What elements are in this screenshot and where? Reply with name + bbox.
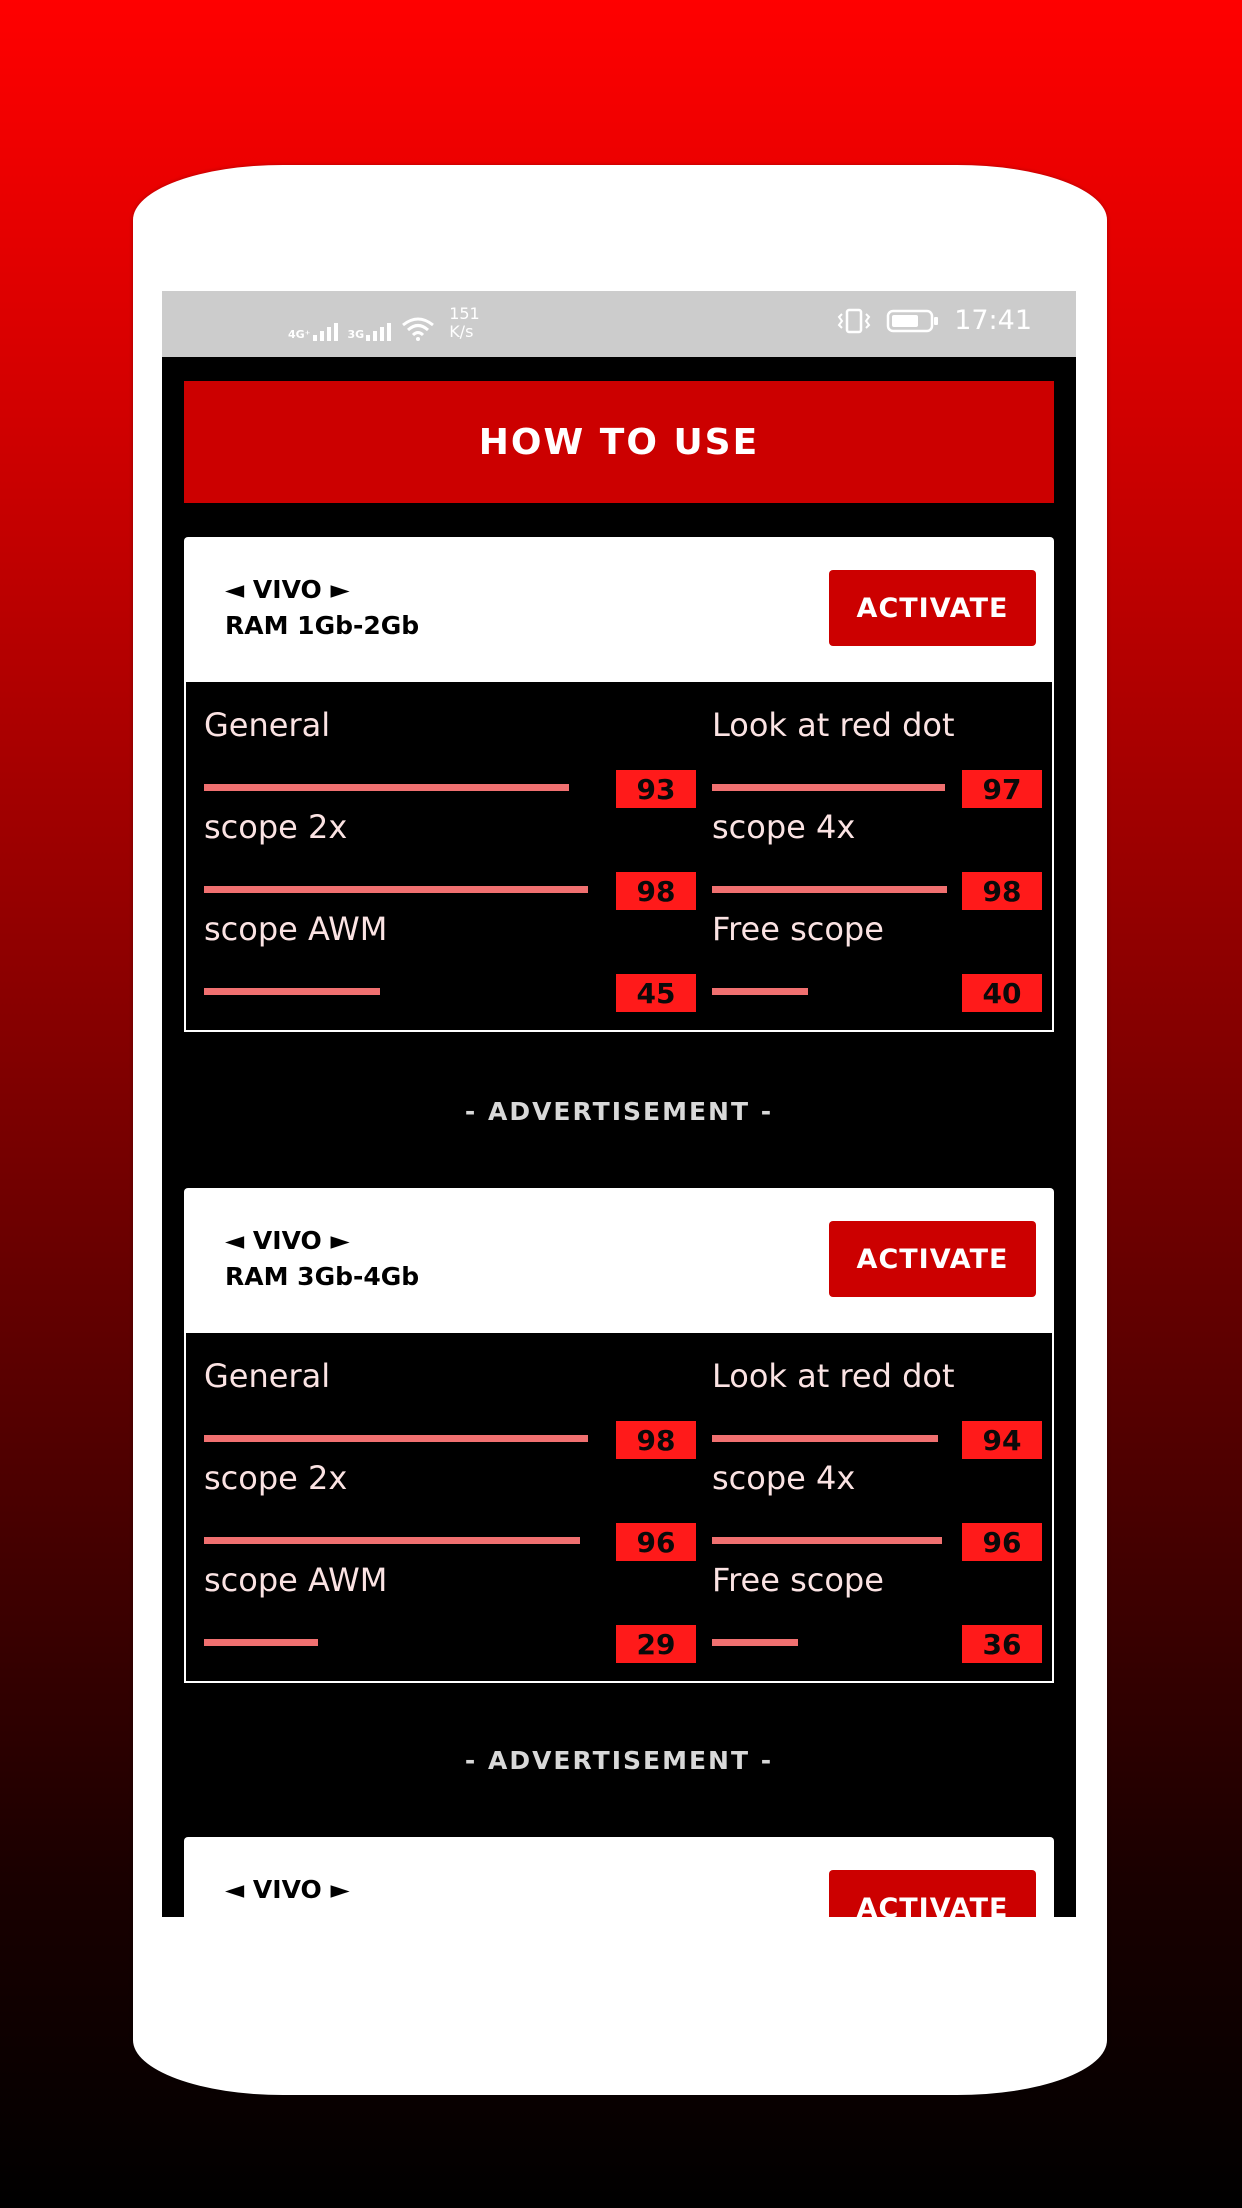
status-left (288, 304, 480, 341)
card-header (184, 1837, 1054, 1917)
brand-selector[interactable]: ◄ VIVO ► (225, 575, 350, 604)
speed-value: 151 (449, 304, 480, 323)
stat-label: scope AWM (204, 1561, 388, 1599)
stat-label: scope 4x (712, 1459, 856, 1497)
activate-button[interactable]: ACTIVATE (829, 1221, 1036, 1297)
stat-value-badge: 96 (962, 1523, 1042, 1561)
vibrate-icon (836, 307, 872, 335)
network-type-label: 3G (347, 328, 365, 341)
stat-bar-fill (204, 886, 588, 893)
brand-selector[interactable]: ◄ VIVO ► (225, 1226, 350, 1255)
stat-value-badge: 98 (616, 1421, 696, 1459)
signal-bars-icon (366, 323, 391, 341)
stat-bar-fill (712, 988, 808, 995)
advertisement-label: - ADVERTISEMENT - (464, 1746, 774, 1775)
stat-label: scope 2x (204, 808, 348, 846)
stat-bar-fill (712, 1639, 798, 1646)
battery-icon (886, 308, 940, 334)
app-screen (162, 291, 1076, 1917)
ram-range: RAM 1Gb-2Gb (225, 611, 420, 640)
stat-value-badge: 36 (962, 1625, 1042, 1663)
stat-bar (712, 1435, 952, 1442)
stat-label: Look at red dot (712, 706, 955, 744)
stat-bar (712, 1639, 952, 1646)
stat-label: Free scope (712, 1561, 884, 1599)
stat-bar-fill (712, 1435, 938, 1442)
stat-bar-fill (712, 886, 947, 893)
stat-bar-fill (204, 1639, 318, 1646)
stat-label: scope AWM (204, 910, 388, 948)
signal-3g (348, 323, 392, 341)
network-speed (449, 305, 480, 341)
network-type-label: 4G⁺ (288, 328, 311, 341)
card-header (184, 537, 1054, 682)
stat-label: scope 4x (712, 808, 856, 846)
card-stats (184, 682, 1054, 1032)
stat-label: General (204, 706, 331, 744)
stat-bar (204, 1435, 596, 1442)
stat-value-badge: 96 (616, 1523, 696, 1561)
stat-bar-fill (204, 988, 380, 995)
stat-bar (712, 886, 952, 893)
stat-label: Look at red dot (712, 1357, 955, 1395)
stat-bar-fill (712, 784, 945, 791)
card-header (184, 1188, 1054, 1333)
status-bar (162, 291, 1076, 357)
stat-bar (204, 1639, 596, 1646)
stat-value-badge: 29 (616, 1625, 696, 1663)
brand-selector[interactable]: ◄ VIVO ► (225, 1875, 350, 1904)
stat-bar (712, 1537, 952, 1544)
activate-button[interactable]: ACTIVATE (829, 1870, 1036, 1917)
stat-value-badge: 98 (616, 872, 696, 910)
stat-bar-fill (204, 1435, 588, 1442)
stat-value-badge: 94 (962, 1421, 1042, 1459)
ram-range: RAM 3Gb-4Gb (225, 1262, 420, 1291)
stat-label: Free scope (712, 910, 884, 948)
advertisement-label: - ADVERTISEMENT - (464, 1097, 774, 1126)
stat-bar (204, 886, 596, 893)
stat-label: General (204, 1357, 331, 1395)
stat-bar-fill (712, 1537, 942, 1544)
stat-value-badge: 97 (962, 770, 1042, 808)
speed-unit: K/s (449, 322, 474, 341)
stat-bar (712, 784, 952, 791)
stat-bar (712, 988, 952, 995)
stat-value-badge: 45 (616, 974, 696, 1012)
stat-bar-fill (204, 1537, 580, 1544)
clock: 17:41 (954, 305, 1032, 336)
stat-bar (204, 988, 596, 995)
stat-label: scope 2x (204, 1459, 348, 1497)
stat-bar (204, 784, 596, 791)
config-card (184, 1188, 1054, 1683)
card-stats (184, 1333, 1054, 1683)
config-card (184, 1837, 1054, 1917)
stat-value-badge: 98 (962, 872, 1042, 910)
config-card (184, 537, 1054, 1032)
signal-4g (288, 323, 338, 341)
how-to-use-button[interactable]: HOW TO USE (184, 381, 1054, 503)
stat-value-badge: 40 (962, 974, 1042, 1012)
stat-bar-fill (204, 784, 569, 791)
stat-value-badge: 93 (616, 770, 696, 808)
stat-bar (204, 1537, 596, 1544)
status-right (836, 305, 1032, 336)
activate-button[interactable]: ACTIVATE (829, 570, 1036, 646)
signal-bars-icon (313, 323, 338, 341)
wifi-icon (401, 317, 435, 341)
